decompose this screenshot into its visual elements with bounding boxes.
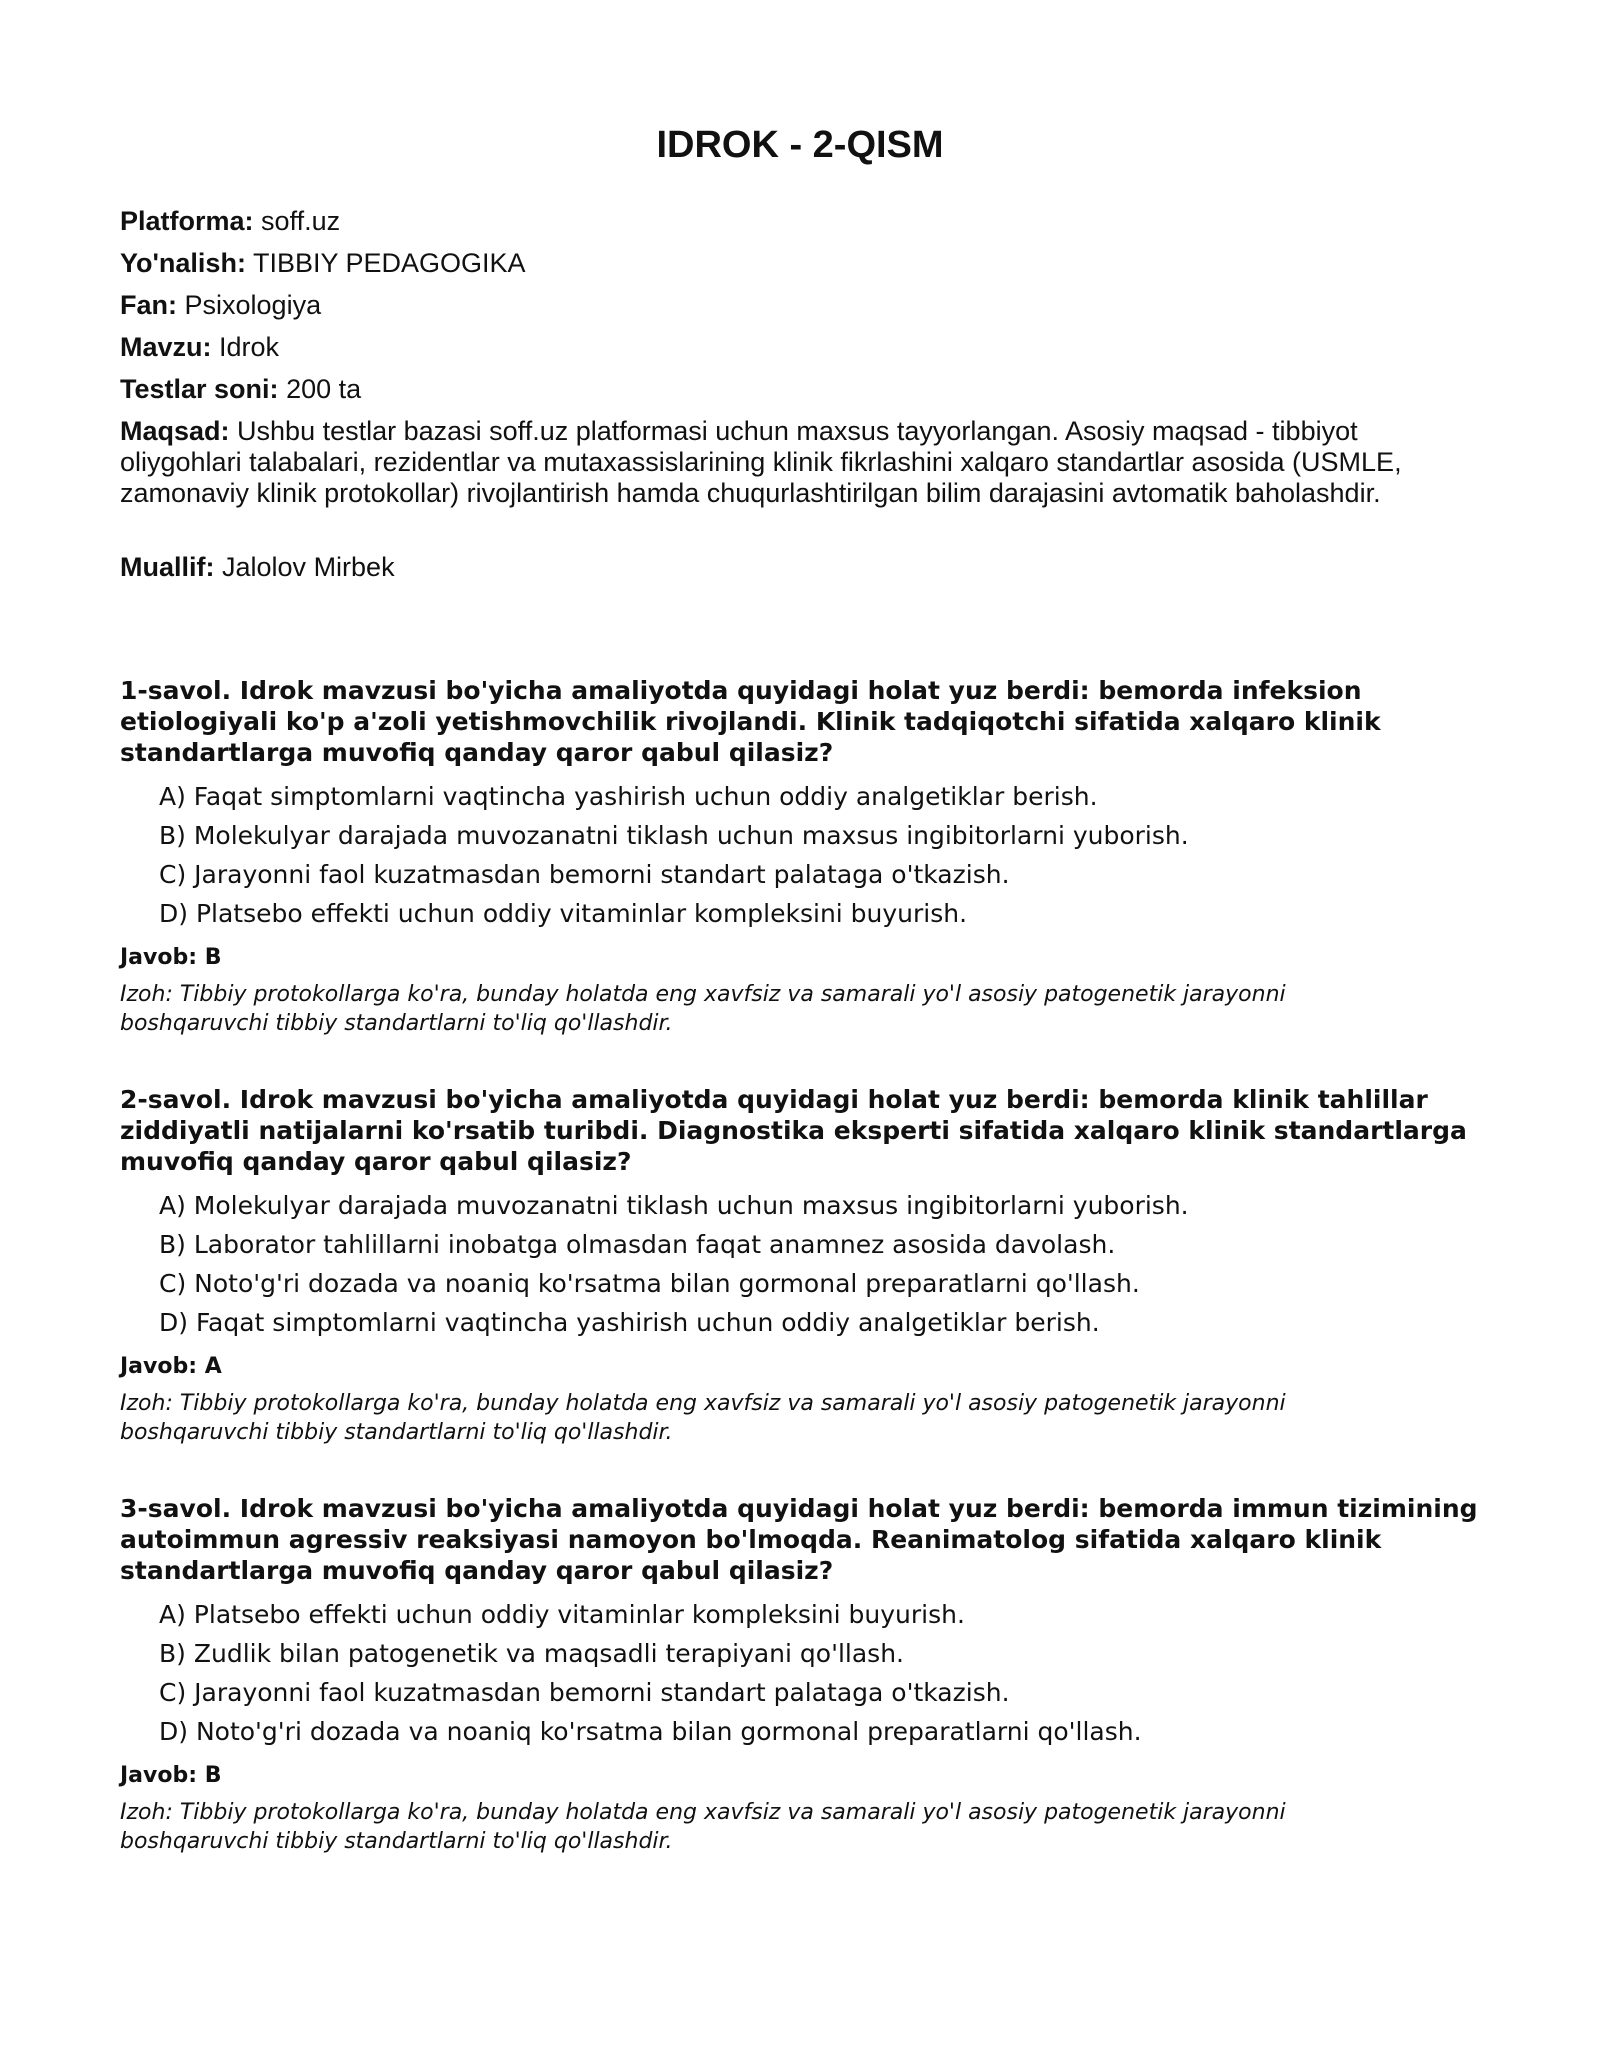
meta-platforma-label: Platforma: bbox=[120, 206, 254, 236]
page-title: IDROK - 2-QISM bbox=[656, 124, 944, 166]
meta-mavzu-value: Idrok bbox=[219, 332, 280, 362]
answer-option-d: D) Faqat simptomlarni vaqtincha yashirish uchun oddiy analgetiklar berish. bbox=[159, 1308, 1100, 1337]
meta-muallif-value: Jalolov Mirbek bbox=[222, 552, 395, 582]
answer-option-b: B) Zudlik bilan patogenetik va maqsadli terapiyani qo'llash. bbox=[159, 1639, 904, 1668]
answer-option-d: D) Noto'g'ri dozada va noaniq ko'rsatma bilan gormonal preparatlarni qo'llash. bbox=[159, 1717, 1142, 1746]
answer-option-a: A) Faqat simptomlarni vaqtincha yashirish uchun oddiy analgetiklar berish. bbox=[159, 782, 1098, 811]
meta-platforma-value: soff.uz bbox=[261, 206, 341, 236]
answer-option-c: C) Jarayonni faol kuzatmasdan bemorni standart palataga o'tkazish. bbox=[159, 1678, 1010, 1707]
meta-fan-value: Psixologiya bbox=[184, 290, 322, 320]
question-text: 3-savol. Idrok mavzusi bo'yicha amaliyotda quyidagi holat yuz berdi: bemorda immun tizimining autoimmun agressiv reaksiyasi namoyon bo'lmoqda. Reanimatolog sifatida xalqaro klinik standartlarga muvofiq qanday qaror qabul qilasiz? bbox=[120, 1494, 1478, 1585]
meta-platforma bbox=[120, 206, 1480, 237]
answer-option-b: B) Molekulyar darajada muvozanatni tiklash uchun maxsus ingibitorlarni yuborish. bbox=[159, 821, 1189, 850]
answer-option-b: B) Laborator tahlillarni inobatga olmasdan faqat anamnez asosida davolash. bbox=[159, 1230, 1116, 1259]
question-text: 2-savol. Idrok mavzusi bo'yicha amaliyotda quyidagi holat yuz berdi: bemorda klinik tahlillar ziddiyatli natijalarni ko'rsatib turibdi. Diagnostika eksperti sifatida xalqaro klinik standartlarga muvofiq qanday qaror qabul qilasiz? bbox=[120, 1085, 1467, 1176]
answer-option-a: A) Platsebo effekti uchun oddiy vitaminlar kompleksini buyurish. bbox=[159, 1600, 965, 1629]
meta-muallif bbox=[120, 552, 1480, 583]
answer-key: Javob: B bbox=[120, 945, 222, 970]
meta-yonalish-label: Yo'nalish: bbox=[120, 248, 246, 278]
explanation-text: Izoh: Tibbiy protokollarga ko'ra, bunday holatda eng xavfsiz va samarali yo'l asosiy patogenetik jarayonni boshqaruvchi tibbiy standartlarni to'liq qo'llashdir. bbox=[120, 1391, 1286, 1445]
meta-muallif-label: Muallif: bbox=[120, 552, 215, 582]
meta-fan bbox=[120, 290, 1480, 321]
meta-maqsad bbox=[120, 416, 1480, 509]
meta-yonalish-value: TIBBIY PEDAGOGIKA bbox=[252, 248, 526, 278]
answer-option-c: C) Noto'g'ri dozada va noaniq ko'rsatma bilan gormonal preparatlarni qo'llash. bbox=[159, 1269, 1140, 1298]
explanation-text: Izoh: Tibbiy protokollarga ko'ra, bunday holatda eng xavfsiz va samarali yo'l asosiy patogenetik jarayonni boshqaruvchi tibbiy standartlarni to'liq qo'llashdir. bbox=[120, 1800, 1286, 1854]
meta-fan-label: Fan: bbox=[120, 290, 177, 320]
answer-option-c: C) Jarayonni faol kuzatmasdan bemorni standart palataga o'tkazish. bbox=[159, 860, 1010, 889]
meta-yonalish bbox=[120, 248, 1480, 279]
answer-key: Javob: B bbox=[120, 1763, 222, 1788]
explanation-text: Izoh: Tibbiy protokollarga ko'ra, bunday holatda eng xavfsiz va samarali yo'l asosiy patogenetik jarayonni boshqaruvchi tibbiy standartlarni to'liq qo'llashdir. bbox=[120, 982, 1286, 1036]
meta-maqsad-label: Maqsad: bbox=[120, 416, 230, 446]
meta-testlar-value: 200 ta bbox=[286, 374, 362, 404]
question-text: 1-savol. Idrok mavzusi bo'yicha amaliyotda quyidagi holat yuz berdi: bemorda infeksion etiologiyali ko'p a'zoli yetishmovchilik rivojlandi. Klinik tadqiqotchi sifatida xalqaro klinik standartlarga muvofiq qanday qaror qabul qilasiz? bbox=[120, 676, 1381, 767]
answer-option-d: D) Platsebo effekti uchun oddiy vitaminlar kompleksini buyurish. bbox=[159, 899, 968, 928]
meta-testlar bbox=[120, 374, 1480, 405]
answer-key: Javob: A bbox=[120, 1354, 222, 1379]
meta-maqsad-value: Ushbu testlar bazasi soff.uz platformasi uchun maxsus tayyorlangan. Asosiy maqsad - tibbiyot oliygohlari talabalari, rezidentlar va mutaxassislarining klinik fikrlashini xalqaro standartlar asosida (USMLE, zamonaviy klinik protokollar) rivojlantirish hamda chuqurlashtirilgan bilim darajasini avtomatik baholashdir. bbox=[120, 416, 1402, 508]
answer-option-a: A) Molekulyar darajada muvozanatni tiklash uchun maxsus ingibitorlarni yuborish. bbox=[159, 1191, 1189, 1220]
meta-mavzu-label: Mavzu: bbox=[120, 332, 212, 362]
meta-testlar-label: Testlar soni: bbox=[120, 374, 279, 404]
meta-mavzu bbox=[120, 332, 1480, 363]
